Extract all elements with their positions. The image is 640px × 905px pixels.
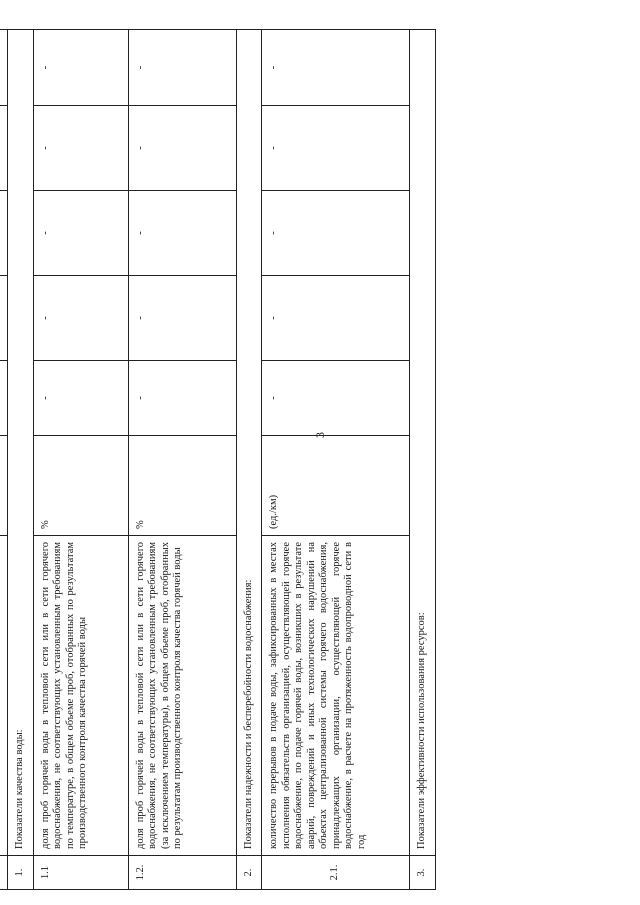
table-row — [262, 30, 410, 890]
row-value: - — [262, 361, 410, 436]
row-unit: % — [33, 436, 128, 536]
section-number: 3. — [410, 856, 436, 890]
header-cell-4 — [0, 361, 8, 436]
row-value: - — [262, 191, 410, 276]
row-value: - — [128, 191, 236, 276]
row-value: - — [33, 361, 128, 436]
row-unit: (ед./км) — [262, 436, 410, 536]
header-cell-3 — [0, 436, 8, 536]
row-value: - — [33, 191, 128, 276]
row-value: - — [128, 30, 236, 106]
row-unit: % — [128, 436, 236, 536]
section-row — [410, 30, 436, 890]
table-row — [128, 30, 236, 890]
row-value: - — [128, 276, 236, 361]
row-value: - — [128, 106, 236, 191]
row-description: доля проб горячей воды в тепловой сети или в сети горячего водоснабжения, не соответствующих установленным требованиям (за исключением температуры), в общем объеме проб, отобранных по результатам производственного контроля качества горячей воды — [128, 536, 236, 856]
section-row — [8, 30, 34, 890]
row-number: 1.1 — [33, 856, 128, 890]
row-value: - — [33, 276, 128, 361]
header-cell-1 — [0, 856, 8, 890]
header-cell-6 — [0, 191, 8, 276]
row-value: - — [33, 30, 128, 106]
row-number: 2.1. — [262, 856, 410, 890]
row-value: - — [262, 30, 410, 106]
header-cell-2 — [0, 536, 8, 856]
section-row — [236, 30, 262, 890]
section-title: Показатели качества воды: — [8, 30, 34, 856]
header-cell-7 — [0, 106, 8, 191]
header-cell-8 — [0, 30, 8, 106]
row-value: - — [262, 106, 410, 191]
section-title: Показатели надежности и бесперебойности водоснабжения: — [236, 30, 262, 856]
row-description: доля проб горячей воды в тепловой сети или в сети горячего водоснабжения, не соответствующих установленным требованиям по температуре, в общем объеме проб, отобранных по результатам производственного контроля качества горячей воды — [33, 536, 128, 856]
page-number-text: 3 — [313, 432, 327, 438]
row-value: - — [262, 276, 410, 361]
row-value: - — [33, 106, 128, 191]
section-title: Показатели эффективности использования ресурсов: — [410, 30, 436, 856]
table-row — [33, 30, 128, 890]
section-number: 2. — [236, 856, 262, 890]
header-cell-5 — [0, 276, 8, 361]
row-number: 1.2. — [128, 856, 236, 890]
section-number: 1. — [8, 856, 34, 890]
indicators-table — [0, 30, 433, 890]
row-description: количество перерывов в подаче воды, зафиксированных в местах исполнения обязательств организацией, осуществляющей горячее водоснабжение, по подаче горячей воды, возникших в результате аварий, повреждений и иных технологических нарушений на объектах централизованной системы горячего водоснабжения, принадлежащих организации, осуществляющей горячее водоснабжение, в расчете на протяженность водопроводной сети в год — [262, 536, 410, 856]
header-row — [0, 30, 8, 890]
row-value: - — [128, 361, 236, 436]
